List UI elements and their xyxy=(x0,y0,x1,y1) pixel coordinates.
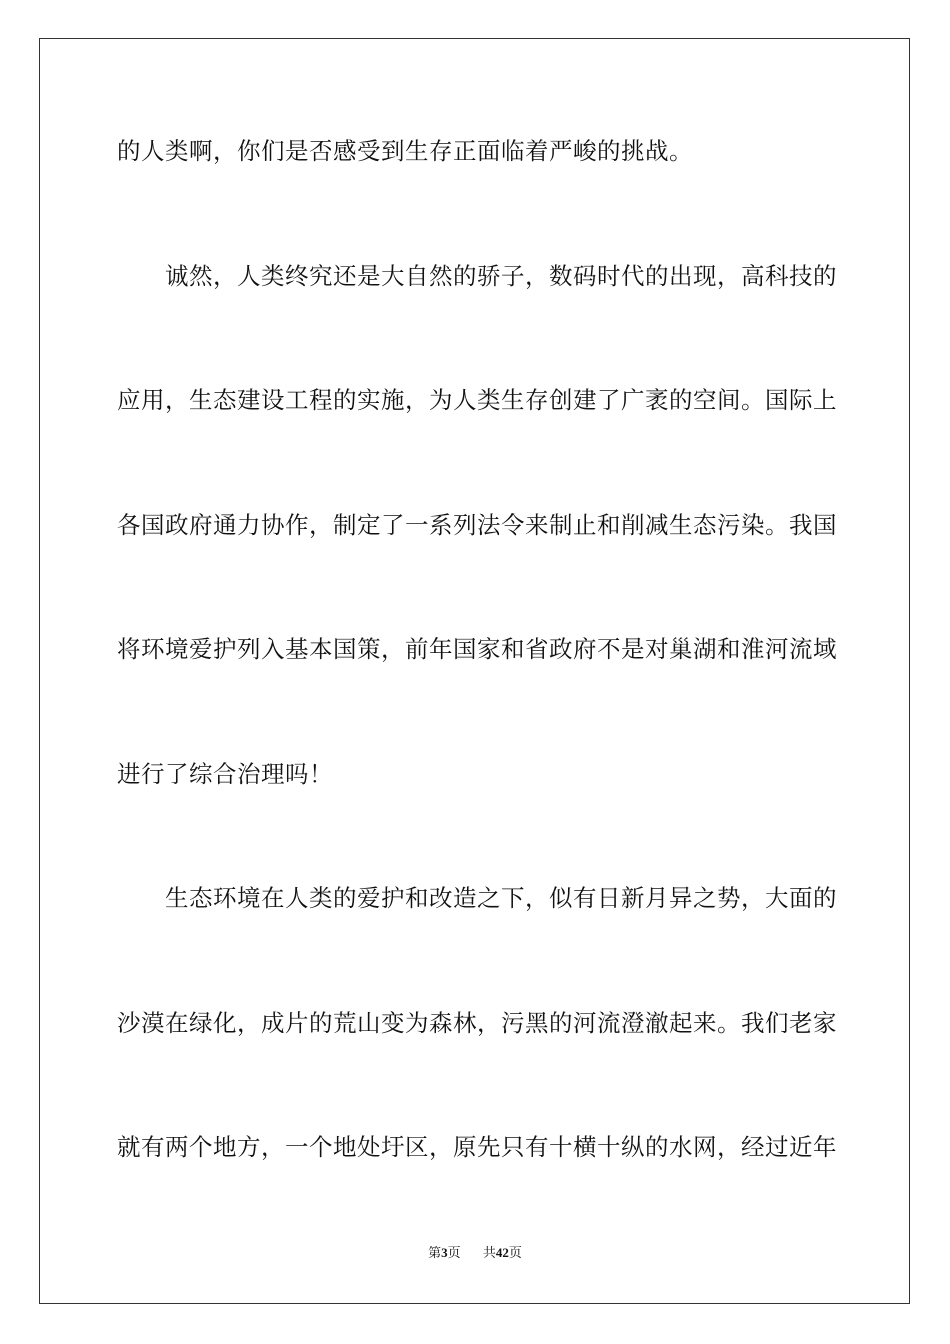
text-line-1: 的人类啊，你们是否感受到生存正面临着严峻的挑战。 xyxy=(117,137,693,165)
total-suffix: 页 xyxy=(508,1246,522,1261)
page-suffix: 页 xyxy=(447,1246,461,1261)
text-line-6: 进行了综合治理吗！ xyxy=(117,760,333,788)
page-border xyxy=(39,38,910,1304)
text-line-9: 就有两个地方，一个地处圩区，原先只有十横十纵的水网，经过近年 xyxy=(117,1133,837,1161)
text-line-4: 各国政府通力协作，制定了一系列法令来制止和削减生态污染。我国 xyxy=(117,511,837,539)
total-pages: 42 xyxy=(495,1245,509,1260)
page-prefix: 第 xyxy=(428,1246,442,1261)
total-prefix: 共 xyxy=(482,1246,496,1261)
page-number: 3 xyxy=(441,1245,448,1260)
text-line-2: 诚然，人类终究还是大自然的骄子，数码时代的出现，高科技的 xyxy=(117,262,837,290)
text-line-3: 应用，生态建设工程的实施，为人类生存创建了广袤的空间。国际上 xyxy=(117,386,837,414)
text-line-5: 将环境爱护列入基本国策，前年国家和省政府不是对巢湖和淮河流域 xyxy=(117,635,837,663)
text-line-7: 生态环境在人类的爱护和改造之下，似有日新月异之势，大面的 xyxy=(117,884,837,912)
text-line-8: 沙漠在绿化，成片的荒山变为森林，污黑的河流澄澈起来。我们老家 xyxy=(117,1009,837,1037)
page-footer xyxy=(0,1244,950,1263)
